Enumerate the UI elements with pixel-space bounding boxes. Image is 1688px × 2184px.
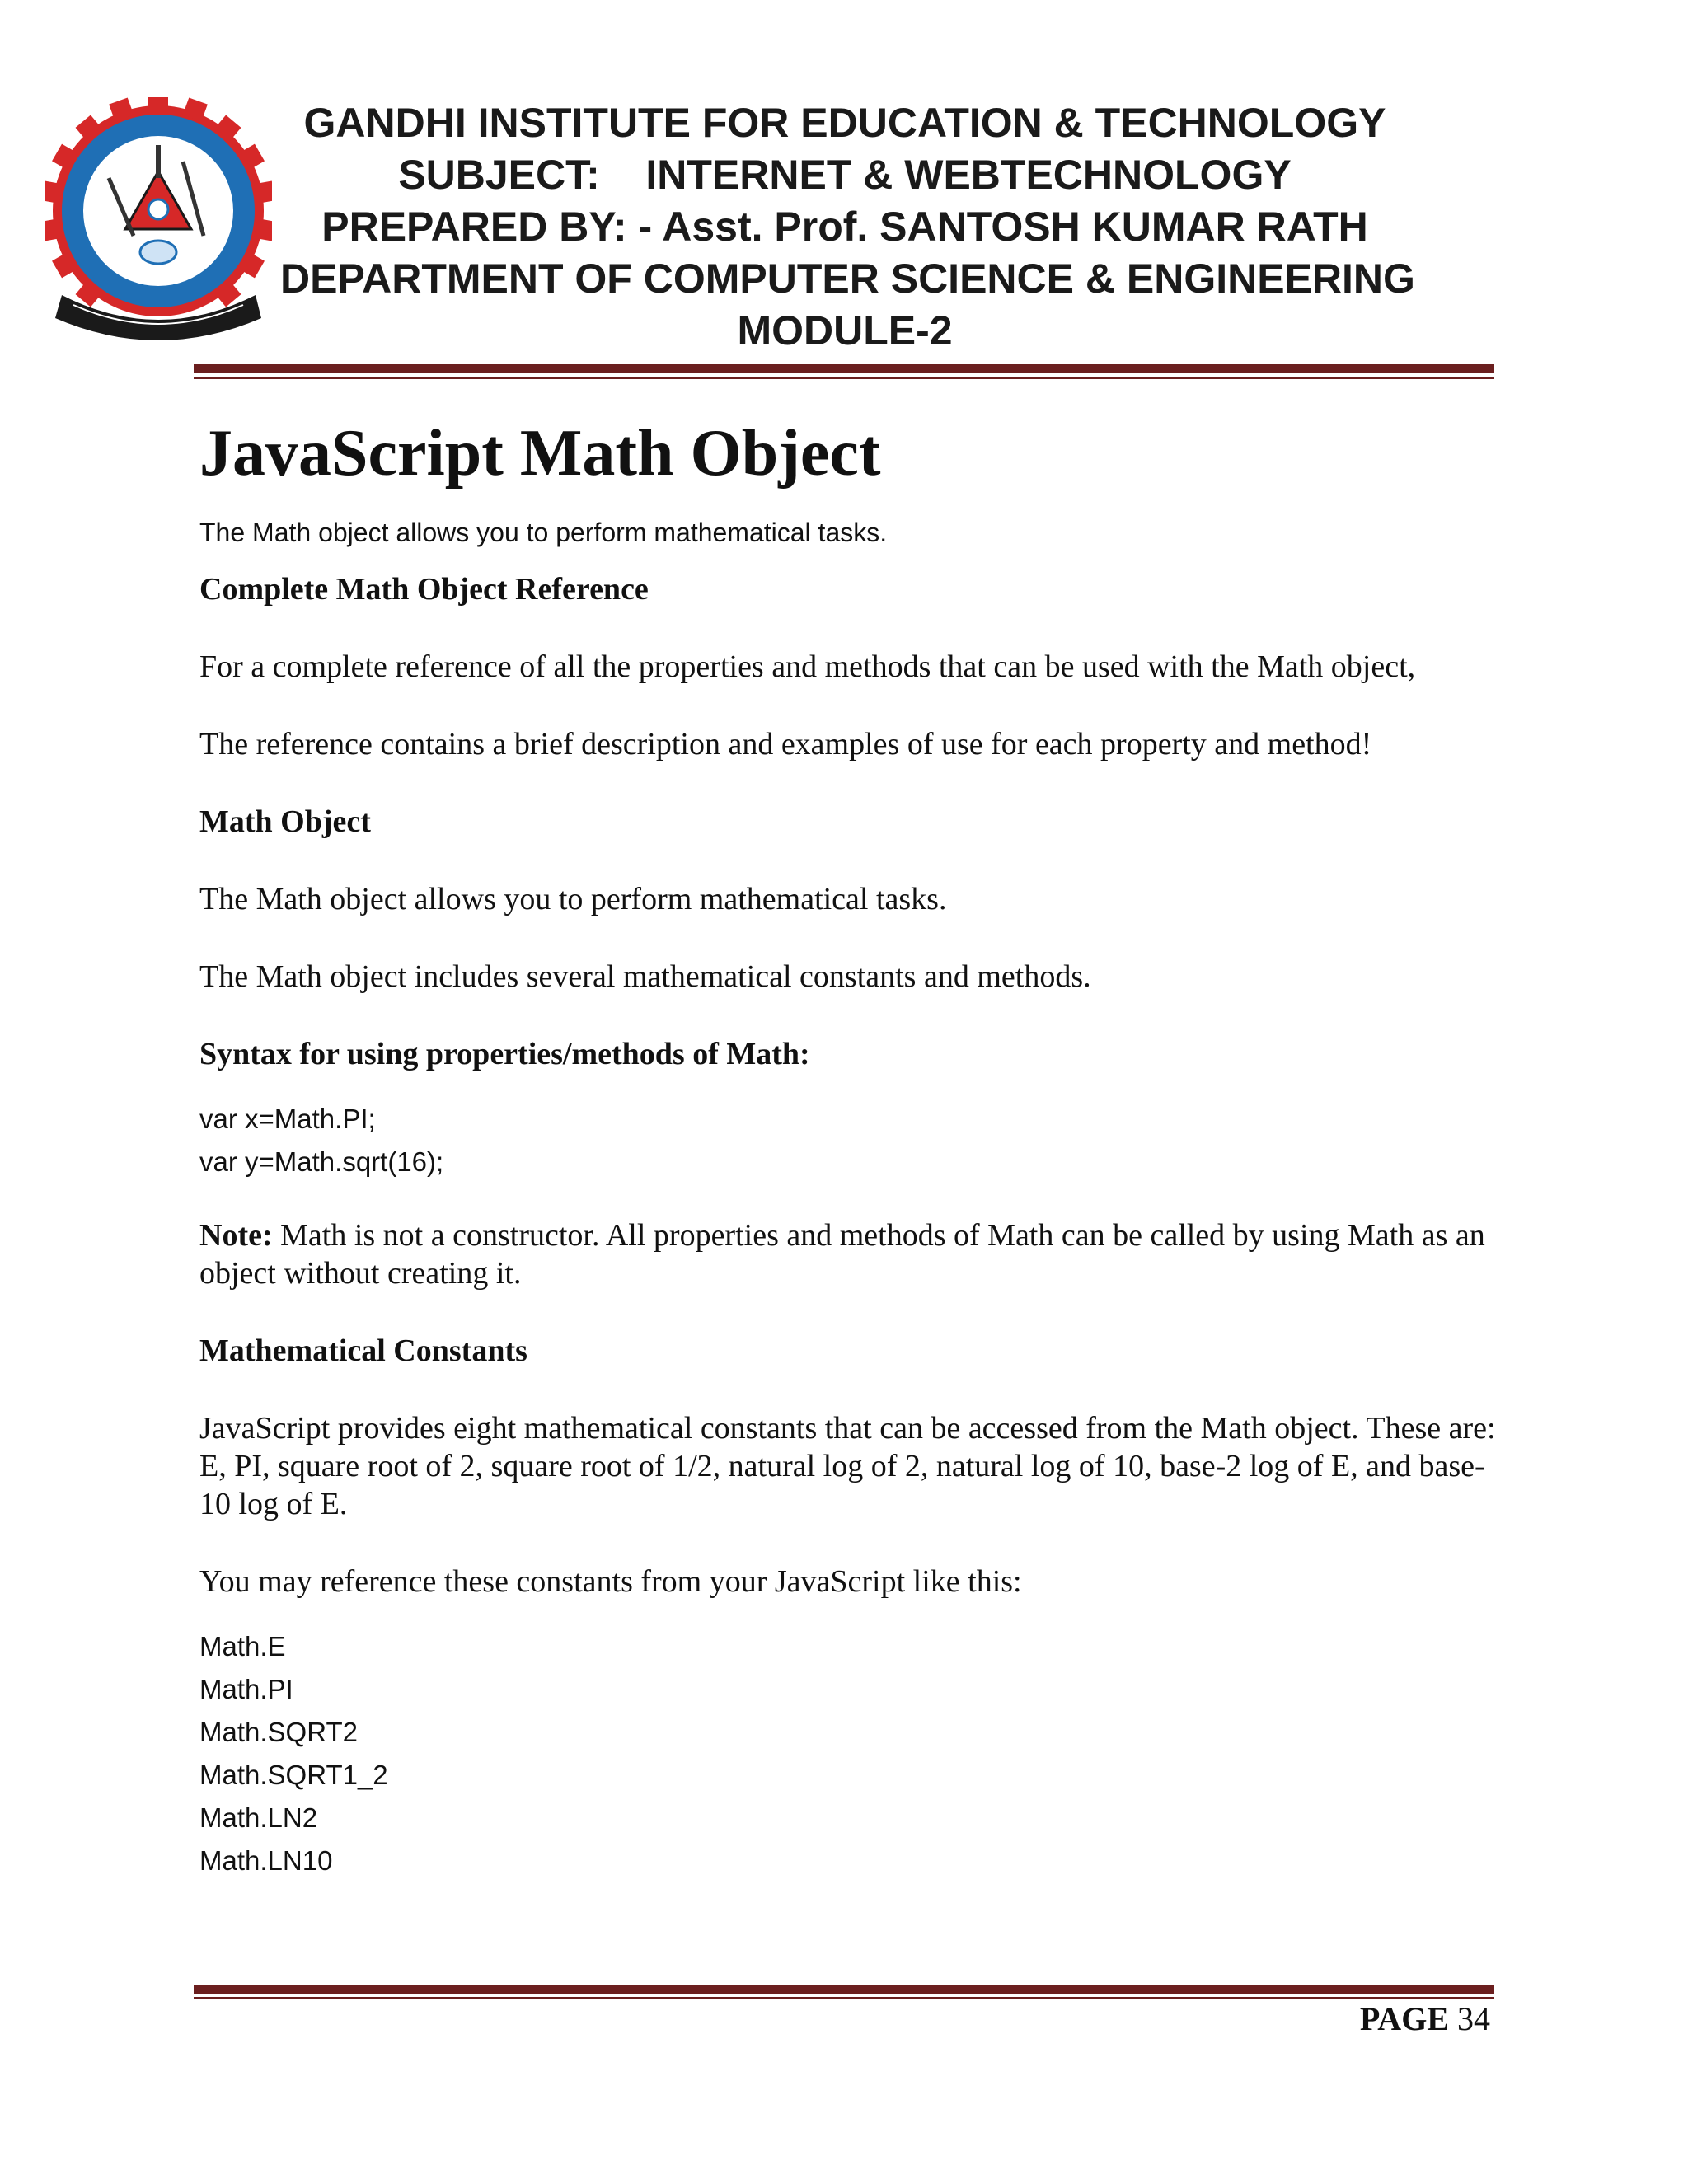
heading-math-object: Math Object [199,804,371,839]
list-item: Math.PI [199,1674,293,1704]
paragraph-reference-1: For a complete reference of all the properties and methods that can be used with the Math object, [199,649,1416,684]
note-text: Math is not a constructor. All properties and methods of Math can be called by using Math as an object without creating it. [199,1218,1485,1291]
list-item: Math.E [199,1631,286,1661]
header-subject: SUBJECT: INTERNET & WEBTECHNOLOGY [398,152,1292,198]
page-number [1360,1999,1490,2040]
paragraph-math-2: The Math object includes several mathematical constants and methods. [199,959,1091,994]
header-module: MODULE-2 [737,307,953,354]
page-header [280,97,1415,357]
note-paragraph [199,1216,1510,1292]
paragraph-constants: JavaScript provides eight mathematical constants that can be accessed from the Math object. These are: E, PI, square root of 2, square root of 1/2, natural log of 2, natural log of 10, base-2 log of E, and base-10 log of E. [199,1411,1496,1521]
page-label: PAGE [1359,2000,1449,2037]
paragraph-math-1: The Math object allows you to perform mathematical tasks. [199,882,947,916]
list-item: Math.SQRT1_2 [199,1760,388,1790]
constants-list [199,1625,1510,1882]
syntax-line: var y=Math.sqrt(16); [199,1146,444,1177]
paragraph-reference-usage: You may reference these constants from your JavaScript like this: [199,1564,1022,1599]
institute-logo [45,97,272,344]
heading-syntax: Syntax for using properties/methods of Math: [199,1037,810,1071]
paragraph-reference-2: The reference contains a brief description and examples of use for each property and method! [199,727,1372,762]
syntax-code-block [199,1098,1510,1183]
note-label: Note: [199,1218,273,1253]
list-item: Math.LN10 [199,1845,333,1876]
header-department: DEPARTMENT OF COMPUTER SCIENCE & ENGINEERING [280,255,1415,302]
header-divider [194,364,1494,379]
heading-constants: Mathematical Constants [199,1333,528,1368]
header-institute: GANDHI INSTITUTE FOR EDUCATION & TECHNOLOGY [303,100,1386,146]
page-number-value: 34 [1457,2000,1490,2037]
header-prepared-by: PREPARED BY: - Asst. Prof. SANTOSH KUMAR RATH [321,204,1368,250]
footer-divider [194,1985,1494,1999]
list-item: Math.SQRT2 [199,1717,358,1747]
main-content [199,404,1510,1882]
page-title: JavaScript Math Object [199,417,881,490]
list-item: Math.LN2 [199,1802,318,1833]
syntax-line: var x=Math.PI; [199,1104,376,1134]
heading-reference: Complete Math Object Reference [199,572,649,607]
intro-text: The Math object allows you to perform mathematical tasks. [199,518,888,547]
